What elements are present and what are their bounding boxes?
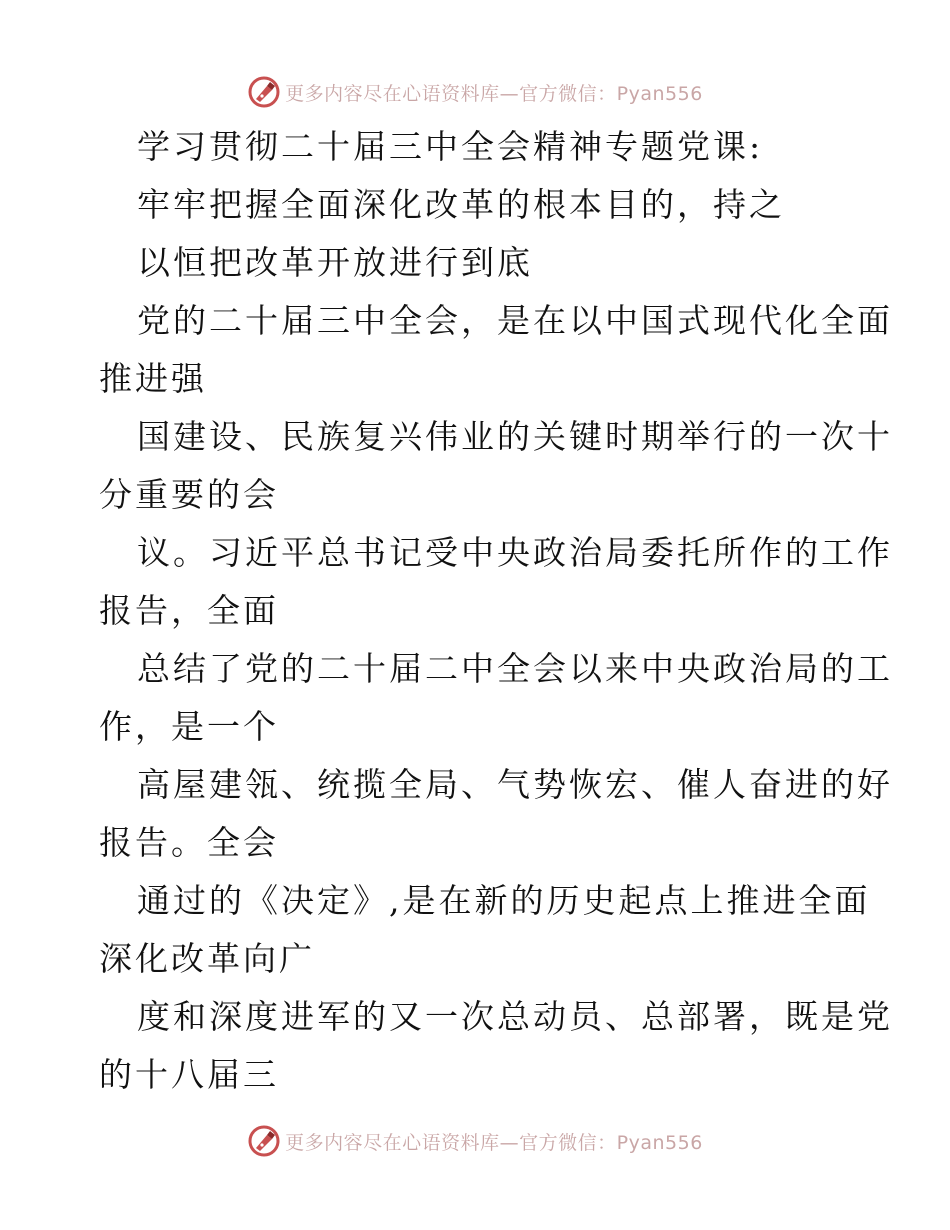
paragraph-line: 的十八届三 (99, 1055, 279, 1094)
paragraph-line: 报告。全会 (99, 823, 279, 862)
paragraph-line: 推进强 (99, 359, 207, 398)
header-watermark (0, 72, 950, 112)
paragraph-line: 通过的《决定》,是在新的历史起点上推进全面 (137, 881, 871, 920)
title-line-1: 学习贯彻二十届三中全会精神专题党课: (137, 127, 764, 166)
paragraph-line: 度和深度进军的又一次总动员、总部署，既是党 (137, 997, 893, 1036)
paragraph-line: 总结了党的二十届二中全会以来中央政治局的工 (137, 649, 893, 688)
paragraph-line: 分重要的会 (99, 475, 279, 514)
paragraph-line: 高屋建瓴、统揽全局、气势恢宏、催人奋进的好 (137, 765, 893, 804)
paragraph-line: 党的二十届三中全会，是在以中国式现代化全面 (137, 301, 893, 340)
paragraph-line: 作，是一个 (99, 707, 279, 746)
title-line-3: 以恒把改革开放进行到底 (137, 243, 533, 282)
watermark-text: 更多内容尽在心语资料库—官方微信：Pyan556 (285, 82, 703, 105)
footer-watermark (0, 1121, 950, 1161)
paragraph-line: 国建设、民族复兴伟业的关键时期举行的一次十 (137, 417, 893, 456)
paragraph-line: 深化改革向广 (99, 939, 315, 978)
paragraph-line: 议。习近平总书记受中央政治局委托所作的工作 (137, 533, 893, 572)
pen-nib-logo-icon (247, 75, 281, 109)
paragraph-line: 报告，全面 (99, 591, 279, 630)
title-line-2: 牢牢把握全面深化改革的根本目的，持之 (137, 185, 785, 224)
watermark-text: 更多内容尽在心语资料库—官方微信：Pyan556 (285, 1131, 703, 1154)
pen-nib-logo-icon (247, 1124, 281, 1158)
